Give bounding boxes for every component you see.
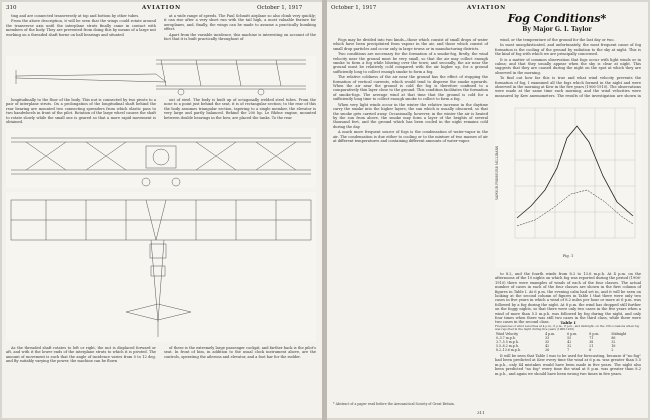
table-cell: 3.7–5.5 m.p.h. xyxy=(496,340,519,345)
airplane-side-view-svg xyxy=(6,56,316,96)
paragraph: A much more frequent source of fogs is the condensation of water-vapor in the air. The condensation is due either to cooling or to the mixture of two masses of air at different temperatures and containing different amounts of water-vapor. xyxy=(333,130,488,143)
table-cell: 42 xyxy=(567,340,572,345)
left-page-number: 310 xyxy=(6,5,17,11)
paragraph: longitudinally to the floor of the body. This nut is connected by two pivots to a pair of interplane struts. On a prolongation of the longitudinal shaft behind the rear bearing are mounted two connecting spreaders from which elastic pass to two handwheels in front of the pilot. Rotation of the large wheel causes the shaft to rotate slowly while the small one is geared so that a more rapid movement is obtained. xyxy=(6,98,156,125)
paragraph: As the threaded shaft rotates to left or right, the nut is displaced forward or aft, and with it the lower ends of the interplane struts to which it is pivoted. The amount of movement is such that the angle of incidence varies from 0 to 12 deg. and By suitably varying the power, the machine can be flown xyxy=(6,346,156,364)
table-cell: 26 xyxy=(545,348,550,353)
figure-caption: Fig. 1 xyxy=(562,254,574,258)
paragraph: The relative coldness of the air near the ground has the effect of stopping the formation of vertical currents, which would tend to disperse the smoke upwards. When the air near the ground is cold the fog is therefore confined to a comparatively thin layer close to the ground. This condition facilitates the formation of smoke-fogs. The average wind at that time that the ground is cold for a sufficiently long time to collect enough smoke to collect to form a fog. xyxy=(333,75,488,102)
paragraph: to 8.2, and the fourth winds from 8.2 to 13.6 m.p.h. At 4 p.m. on the afternoons of the 10 nights on which fog was reported during the period (1906-1910) there were examples of winds of each of the four classes. The actual number of cases in each of the four classes are shown in the first column of figures in Table I. At 6 p.m. the evening calm had set in, and it will be seen on looking at the second column of figures in Table I that there were only two cases in five years in which a wind of 8.2 miles per hour or more at 6 p.m. was followed by a fog during the night. At 8 p.m. the wind has dropped still further on the foggy nights, so that there were only two cases in the five years when a wind of more than 5.5 m.p.h. was followed by fog during the night, and only four times when there was still two cases in the third class, while there were two cases in the second class. xyxy=(495,272,641,325)
table-subtitle: Frequencies of wind velocities at 4 p.m., 6 p.m., 8 p.m., and midnight, on the 136 occasions when fog was reported in the night during five years (1906-1910) xyxy=(495,324,640,332)
right-running-title: AVIATION xyxy=(467,5,507,11)
right-col2-top xyxy=(495,38,641,96)
airplane-plan-view-drawing xyxy=(6,192,316,342)
table-cell: 71 xyxy=(589,336,594,341)
paragraph: of these is the extremely large passenger cockpit, and farther back is the pilot's seat. In front of him, in addition to the usual clock instrument above, are the controls, operating the ailerons and elevator, and a foot bar for the rudder. xyxy=(164,346,316,359)
right-page xyxy=(327,2,648,418)
paragraph: When very light winds occur in the winter the relative increase in the daytime carry the smoke into the higher layers, the sun which is usually obscured, so that the smoke gets carried away. Occasionally, however, in the winter the air is heated by the sun from above, the smoke may form a layer of the heights of several thousand feet, and the ground which has been cooled in the night remains cold during the day. xyxy=(333,102,488,129)
left-date: October 1, 1917 xyxy=(257,5,303,11)
table-cell: 32 xyxy=(567,344,572,349)
paragraph: In most unsophisticated, and unfortunately, the most frequent cause of fog formation is the cooling of the ground by radiation to the sky at night. This is the kind of fog with which we are principally concerned. xyxy=(495,43,641,57)
table-cell: 38 xyxy=(589,340,594,345)
table-header-cell: 6 p.m. xyxy=(567,332,578,337)
airplane-plan-view-svg xyxy=(6,192,316,342)
table-cell: 0–3.7 m.p.h. xyxy=(496,336,516,341)
left-col1-bottom xyxy=(6,346,156,408)
table-cell: 16 xyxy=(611,344,616,349)
paragraph: It will be seen that Table I was to be used for forecasting, because if "no fog" had been predicted at Kew every time the wind at 6 p.m. was greater than 5.5 m.p.h., only 44 mistakes would have been made in five years. The night also been predicted "no fog" every time the wind at 8 p.m. was greater than 8.2 m.p.h., and again we should have been wrong two times in five years. xyxy=(495,354,641,376)
table-row xyxy=(495,348,641,352)
y-axis-label: VAPOUR PRESSURE MILLIBARS xyxy=(495,145,499,201)
table-cell: 6 xyxy=(589,348,592,353)
table-header-cell: 4 p.m. xyxy=(545,332,556,337)
right-col2-after-table xyxy=(495,354,641,398)
wind-frequency-table xyxy=(495,332,641,352)
table-header-cell: Midnight xyxy=(611,332,627,337)
table-cell: 7 xyxy=(567,348,570,353)
table-cell: 42 xyxy=(545,344,550,349)
right-col1 xyxy=(333,38,488,400)
table-cell: 5.5–8.2 m.p.h. xyxy=(496,344,519,349)
footnote: * Abstract of a paper read before the Aeronautical Society of Great Britain. xyxy=(333,402,455,406)
table-cell: 21 xyxy=(589,344,594,349)
right-date: October 1, 1917 xyxy=(331,5,377,11)
article-title: Fog Conditions* xyxy=(507,12,607,25)
left-running-title: AVIATION xyxy=(142,5,182,11)
paragraph: Fogs may be divided into two kinds—those which consist of small drops of water which have been precipitated from vapour in the air, and those which consist of small drop particles and occur only in large towns or in manufacturing districts. xyxy=(333,38,488,51)
table-cell: 8.2–13.6 m.p.h. xyxy=(496,348,521,353)
left-col2-bottom xyxy=(164,346,316,408)
left-col1-top xyxy=(6,14,156,54)
paragraph: out of steel. The body is built up of octagonally welded steel tubes. From the nose to a point just behind the seat, it is of rectangular section; to the rear of this the body assumes triangular section, tapering to a single member, the elevator is very large and partly balanced. Behind the 200 hp. Le Rhône engine, mounted between double bearings in the bow, are placed the tanks. To the rear xyxy=(164,98,316,120)
right-page-number: 311 xyxy=(477,410,485,415)
left-col1-mid xyxy=(6,98,156,126)
left-col2-top xyxy=(164,14,316,54)
table-cell: 32 xyxy=(611,340,616,345)
table-cell: 86 xyxy=(611,336,616,341)
airplane-front-view-svg xyxy=(6,128,316,188)
right-col2-bottom xyxy=(495,272,641,325)
table-cell: 33 xyxy=(545,336,550,341)
paragraph: wind, or the temperature of the ground for the last day or two. xyxy=(500,38,615,42)
left-page xyxy=(2,2,322,418)
paragraph: It is a matter of common observation that fogs occur with light winds or in calms; and that they usually appear when the sky is clear at night. This suggests that they are caused during the night on the spot at which they are observed in the morning. xyxy=(495,57,641,75)
airplane-elevation-drawing xyxy=(6,56,316,96)
fog-figure xyxy=(495,98,641,268)
paragraph: To find out how far this is true and what wind velocity prevents the formation of fog, I examined all the fogs which formed in the night and were observed in the morning at Kew in the five years (1906-1910). The observations were made at the same time each morning, and the wind velocities were measured by Kew anemometers. The results of the investigation are shown in xyxy=(495,76,641,98)
paragraph: From the above description, it will be seen that the wings could rotate around the transverse axis until the interplane struts finally came in contact with members of the body. They are prevented from doing this by means of a large nut working on a threaded shaft borne on ball bearings and situated xyxy=(6,19,156,37)
fog-graph-svg xyxy=(495,98,641,248)
paragraph: ting and are connected transversely at top and bottom by other tubes. xyxy=(11,14,140,18)
wind-table xyxy=(495,325,641,352)
table-cell: 2 xyxy=(611,348,614,353)
left-col2-mid xyxy=(164,98,316,126)
paragraph: Apart from the variable incidence, this machine is interesting on account of the fact that it is built practically throughout of xyxy=(164,32,316,42)
table-title: Table I xyxy=(560,320,576,325)
paragraph: Two conditions are necessary for the formation of a smoke-fog, firstly, the wind velocity near the ground must be very small, so that the air may collect enough smoke to form a fog while blowing over the town; and secondly, the air near the ground must be relatively cold compared with the air higher up, for a ground sufficiently long to collect enough smoke to form a fog. xyxy=(333,52,488,74)
paragraph: at a wide range of speeds. The Paul Schmitt airplane so also climb very quickly; it can rise after a very short run with the tail high, a most valuable feature for aeroplanes, and, finally, the wings can be made to assume a practically bombing effect. xyxy=(164,14,316,32)
table-cell: 55 xyxy=(567,336,572,341)
table-header-cell: Wind Velocity xyxy=(496,332,519,337)
table-cell: 35 xyxy=(545,340,550,345)
airplane-front-view-drawing xyxy=(6,128,316,188)
table-header-cell: 8 p.m. xyxy=(589,332,600,337)
article-byline: By Major G. I. Taylor xyxy=(522,26,592,33)
